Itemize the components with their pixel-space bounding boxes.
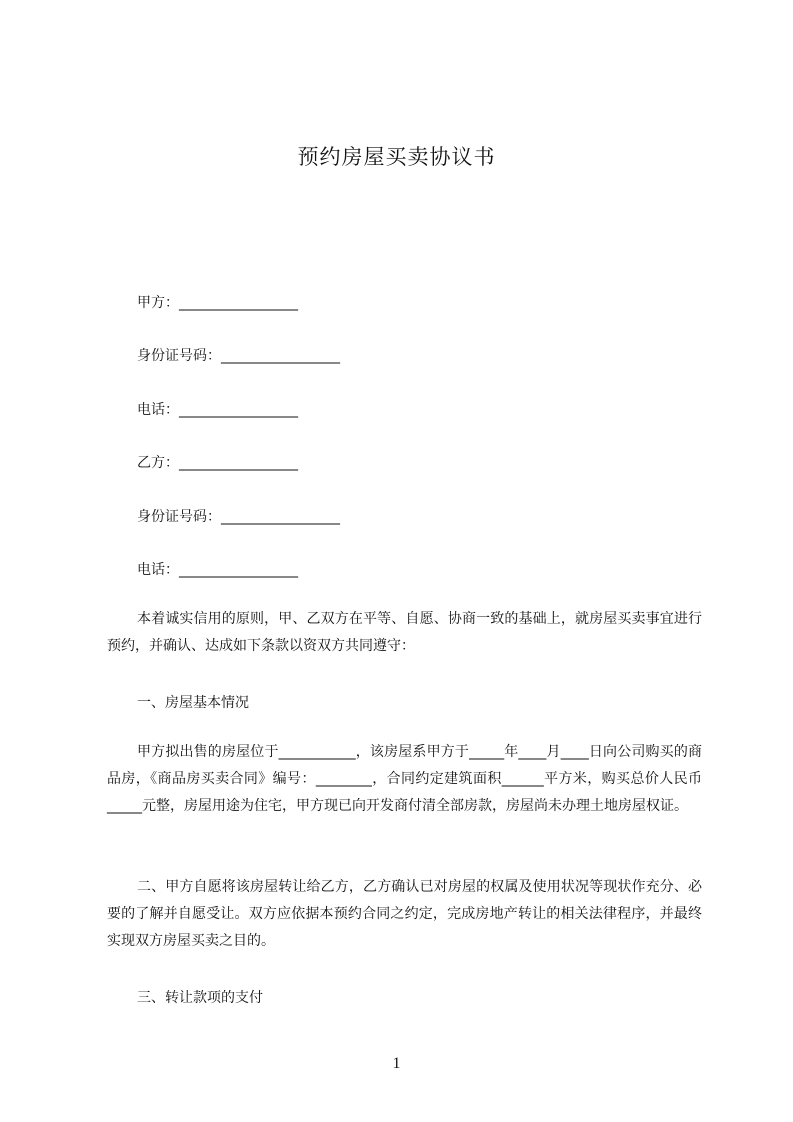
party-a-phone-field: 电话：_________________ xyxy=(137,402,298,418)
section-1-heading: 一、房屋基本情况 xyxy=(137,695,249,711)
party-b-field: 乙方：_________________ xyxy=(137,455,298,471)
party-b-id-field: 身份证号码：_________________ xyxy=(137,509,340,525)
intro-paragraph: 本着诚实信用的原则，甲、乙双方在平等、自愿、协商一致的基础上，就房屋买卖事宜进行预约，并确认、达成如下条款以资双方共同遵守： xyxy=(107,611,702,654)
party-a-id-field: 身份证号码：_________________ xyxy=(137,348,340,364)
section-3-heading: 三、转让款项的支付 xyxy=(137,990,263,1006)
section-1-body: 甲方拟出售的房屋位于___________，该房屋系甲方于_____年____月____日向公司购买的商品房，《商品房买卖合同》编号：________，合同约定建筑面积______平方米，购买总价人民币_____元整，房屋用途为住宅，甲方现已向开发商付清全部房款，房屋尚未办理土地房屋权证。 xyxy=(107,744,702,814)
party-b-phone-field: 电话：_________________ xyxy=(137,562,298,578)
section-2-body: 二、甲方自愿将该房屋转让给乙方，乙方确认已对房屋的权属及使用状况等现状作充分、必要的了解并自愿受让。双方应依据本预约合同之约定，完成房地产转让的相关法律程序，并最终实现双方房屋买卖之目的。 xyxy=(107,879,702,949)
page-number: 1 xyxy=(392,1055,401,1072)
document-title: 预约房屋买卖协议书 xyxy=(297,145,496,169)
party-a-field: 甲方：_________________ xyxy=(137,295,298,311)
